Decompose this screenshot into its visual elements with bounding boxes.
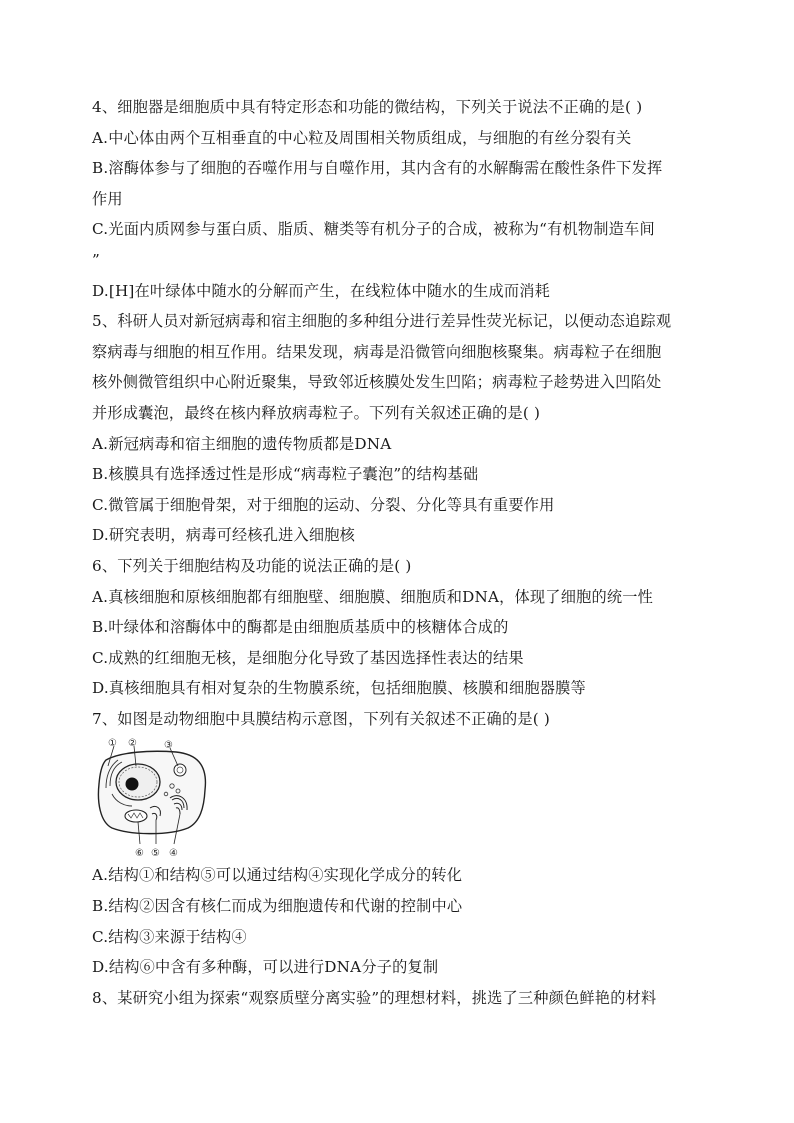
q4-option-a: A.中心体由两个互相垂直的中心粒及周围相关物质组成，与细胞的有丝分裂有关 [92,128,632,147]
q6-option-d: D.真核细胞具有相对复杂的生物膜系统，包括细胞膜、核膜和细胞器膜等 [92,679,586,698]
figure-label-3: ③ [164,740,173,752]
figure-label-4: ④ [169,848,178,860]
q7-stem: 7、如图是动物细胞中具膜结构示意图，下列有关叙述不正确的是( ) [92,709,550,728]
q5-option-c: C.微管属于细胞骨架，对于细胞的运动、分裂、分化等具有重要作用 [92,495,555,514]
vesicle [174,764,186,776]
q7-option-b: B.结构②因含有核仁而成为细胞遗传和代谢的控制中心 [92,897,463,916]
q5-stem-line3: 核外侧微管组织中心附近聚集，导致邻近核膜处发生凹陷；病毒粒子趁势进入凹陷处 [92,373,662,392]
q7-option-c: C.结构③来源于结构④ [92,927,247,946]
q5-option-b: B.核膜具有选择透过性是形成“病毒粒子囊泡”的结构基础 [92,465,479,484]
q4-option-d: D.[H]在叶绿体中随水的分解而产生，在线粒体中随水的生成而消耗 [92,281,551,300]
q6-option-a: A.真核细胞和原核细胞都有细胞壁、细胞膜、细胞质和DNA，体现了细胞的统一性 [92,587,654,606]
nucleolus [126,778,139,791]
q5-option-a: A.新冠病毒和宿主细胞的遗传物质都是DNA [92,434,392,453]
q6-stem: 6、下列关于细胞结构及功能的说法正确的是( ) [92,556,412,575]
q5-stem-line1: 5、科研人员对新冠病毒和宿主细胞的多种组分进行差异性荧光标记，以便动态追踪观 [92,312,672,331]
q4-stem: 4、细胞器是细胞质中具有特定形态和功能的微结构，下列关于说法不正确的是( ) [92,98,643,116]
q5-stem-line4: 并形成囊泡，最终在核内释放病毒粒子。下列有关叙述正确的是( ) [92,403,541,422]
figure-label-1: ① [108,738,117,750]
q7-option-a: A.结构①和结构⑤可以通过结构④实现化学成分的转化 [92,866,463,885]
animal-cell-svg [92,736,212,860]
animal-cell-diagram [92,736,704,860]
q4-option-c-cont: ” [92,250,100,269]
q7-option-d: D.结构⑥中含有多种酶，可以进行DNA分子的复制 [92,958,439,977]
exam-page [92,92,704,1013]
q4-option-c: C.光面内质网参与蛋白质、脂质、糖类等有机分子的合成，被称为“有机物制造车间 [92,220,655,239]
q8-stem: 8、某研究小组为探索“观察质壁分离实验”的理想材料，挑选了三种颜色鲜艳的材料 [92,988,657,1007]
q4-option-b-cont: 作用 [92,189,123,208]
figure-label-2: ② [128,738,137,750]
q5-stem-line2: 察病毒与细胞的相互作用。结果发现，病毒是沿微管向细胞核聚集。病毒粒子在细胞 [92,342,662,361]
figure-label-5: ⑤ [151,848,160,860]
q4-option-b: B.溶酶体参与了细胞的吞噬作用与自噬作用，其内含有的水解酶需在酸性条件下发挥 [92,159,663,178]
q6-option-b: B.叶绿体和溶酶体中的酶都是由细胞质基质中的核糖体合成的 [92,618,509,637]
q6-option-c: C.成熟的红细胞无核，是细胞分化导致了基因选择性表达的结果 [92,648,524,667]
q5-option-d: D.研究表明，病毒可经核孔进入细胞核 [92,526,356,545]
figure-label-6: ⑥ [135,848,144,860]
